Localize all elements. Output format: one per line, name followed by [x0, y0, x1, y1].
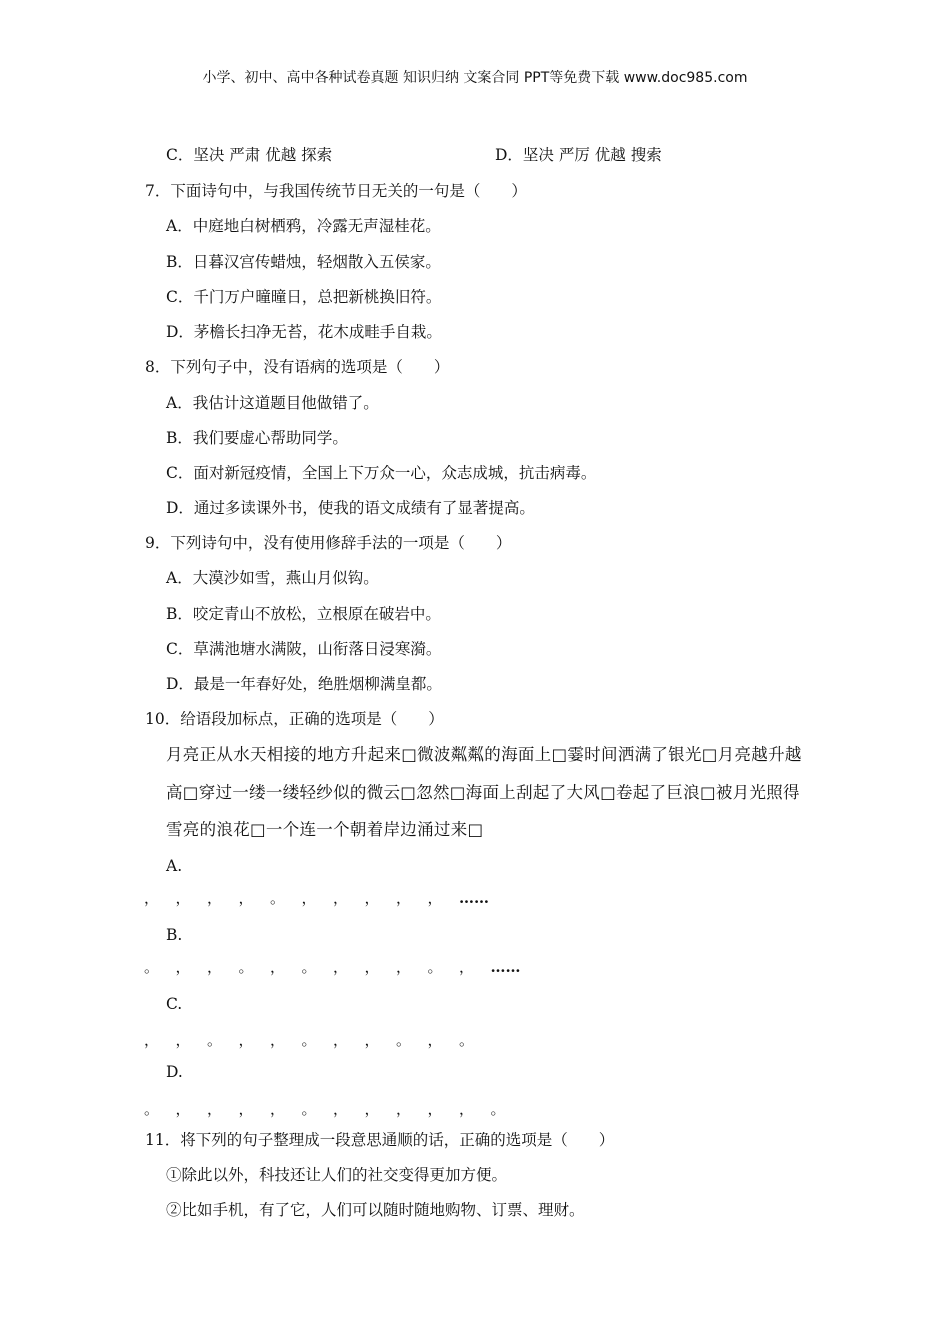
q7-option-c: C．千门万户曈曈日，总把新桃换旧符。 — [166, 288, 442, 306]
punctuation-mark: ， — [301, 889, 317, 907]
punctuation-mark: ， — [459, 958, 475, 976]
punctuation-mark: ， — [396, 1100, 412, 1118]
punctuation-mark: ， — [238, 1031, 254, 1049]
punctuation-mark: 。 — [301, 1031, 317, 1049]
q11-stem: 11．将下列的句子整理成一段意思通顺的话，正确的选项是（ ） — [145, 1131, 615, 1149]
q9-option-a: A．大漠沙如雪，燕山月似钩。 — [166, 569, 379, 587]
punctuation-mark: ， — [238, 889, 254, 907]
q10-option-a-marks — [144, 888, 507, 908]
q9-option-b: B．咬定青山不放松，立根原在破岩中。 — [166, 605, 441, 623]
q10-option-d-marks — [144, 1099, 522, 1119]
page-header: 小学、初中、高中各种试卷真题 知识归纳 文案合同 PPT等免费下载 www.doc985.com — [202, 70, 748, 86]
punctuation-mark: 。 — [207, 1031, 223, 1049]
q10-option-d-label: D. — [166, 1063, 183, 1081]
punctuation-mark: ， — [427, 1031, 443, 1049]
punctuation-mark: ， — [396, 889, 412, 907]
punctuation-mark: 。 — [144, 1100, 160, 1118]
punctuation-mark: ， — [207, 958, 223, 976]
q10-option-b-label: B. — [166, 926, 183, 944]
q9-option-c: C．草满池塘水满陂，山衔落日浸寒漪。 — [166, 640, 442, 658]
q9-stem: 9．下列诗句中，没有使用修辞手法的一项是（ ） — [145, 534, 512, 552]
q6-option-d: D．坚决 严厉 优越 搜索 — [495, 146, 662, 164]
punctuation-mark: ， — [364, 889, 380, 907]
q10-stem: 10．给语段加标点，正确的选项是（ ） — [145, 710, 444, 728]
punctuation-mark: ， — [207, 1100, 223, 1118]
punctuation-mark: ， — [364, 1031, 380, 1049]
q7-option-b: B．日暮汉宫传蜡烛，轻烟散入五侯家。 — [166, 253, 441, 271]
q10-option-c-marks — [144, 1030, 491, 1050]
punctuation-mark: ， — [175, 958, 191, 976]
q10-option-c-label: C. — [166, 995, 183, 1013]
punctuation-mark: ， — [207, 889, 223, 907]
punctuation-mark: 。 — [144, 958, 160, 976]
q7-option-a: A．中庭地白树栖鸦，冷露无声湿桂花。 — [166, 217, 441, 235]
punctuation-mark: ， — [333, 889, 349, 907]
q8-option-d: D．通过多读课外书，使我的语文成绩有了显著提高。 — [166, 499, 535, 517]
q10-option-a-label: A. — [166, 857, 183, 875]
q7-option-d: D．茅檐长扫净无苔，花木成畦手自栽。 — [166, 323, 442, 341]
punctuation-mark: 。 — [270, 889, 286, 907]
punctuation-mark: 。 — [490, 1100, 506, 1118]
punctuation-mark: 。 — [396, 1031, 412, 1049]
punctuation-mark: 。 — [301, 958, 317, 976]
q8-option-c: C．面对新冠疫情，全国上下万众一心，众志成城，抗击病毒。 — [166, 464, 597, 482]
punctuation-mark: …… — [459, 889, 489, 907]
punctuation-mark: ， — [270, 958, 286, 976]
punctuation-mark: ， — [333, 1031, 349, 1049]
punctuation-mark: ， — [396, 958, 412, 976]
punctuation-mark: ， — [333, 958, 349, 976]
punctuation-mark: 。 — [459, 1031, 475, 1049]
punctuation-mark: …… — [490, 958, 521, 976]
punctuation-mark: ， — [364, 1100, 380, 1118]
q8-stem: 8．下列句子中，没有语病的选项是（ ） — [145, 358, 450, 376]
punctuation-mark: ， — [144, 889, 160, 907]
q11-item-2: ②比如手机，有了它，人们可以随时随地购物、订票、理财。 — [166, 1201, 585, 1219]
punctuation-mark: ， — [175, 889, 191, 907]
punctuation-mark: 。 — [238, 958, 254, 976]
q10-option-b-marks — [144, 957, 539, 977]
punctuation-mark: ， — [364, 958, 380, 976]
punctuation-mark: ， — [270, 1100, 286, 1118]
q11-item-1: ①除此以外，科技还让人们的社交变得更加方便。 — [166, 1166, 508, 1184]
punctuation-mark: 。 — [427, 958, 443, 976]
punctuation-mark: ， — [270, 1031, 286, 1049]
punctuation-mark: ， — [144, 1031, 160, 1049]
q8-option-b: B．我们要虚心帮助同学。 — [166, 429, 348, 447]
q10-passage-line-1: 月亮正从水天相接的地方升起来□微波粼粼的海面上□霎时间洒满了银光□月亮越升越 — [166, 745, 802, 764]
q9-option-d: D．最是一年春好处，绝胜烟柳满皇都。 — [166, 675, 442, 693]
punctuation-mark: ， — [459, 1100, 475, 1118]
q8-option-a: A．我估计这道题目他做错了。 — [166, 394, 379, 412]
punctuation-mark: ， — [238, 1100, 254, 1118]
punctuation-mark: ， — [175, 1100, 191, 1118]
q10-passage-line-2: 高□穿过一缕一缕轻纱似的微云□忽然□海面上刮起了大风□卷起了巨浪□被月光照得 — [166, 783, 800, 802]
punctuation-mark: 。 — [301, 1100, 317, 1118]
q6-option-c: C．坚决 严肃 优越 探索 — [166, 146, 333, 164]
q10-passage-line-3: 雪亮的浪花□一个连一个朝着岸边涌过来□ — [166, 820, 484, 839]
q7-stem: 7．下面诗句中，与我国传统节日无关的一句是（ ） — [145, 182, 527, 200]
punctuation-mark: ， — [333, 1100, 349, 1118]
punctuation-mark: ， — [175, 1031, 191, 1049]
punctuation-mark: ， — [427, 1100, 443, 1118]
punctuation-mark: ， — [427, 889, 443, 907]
